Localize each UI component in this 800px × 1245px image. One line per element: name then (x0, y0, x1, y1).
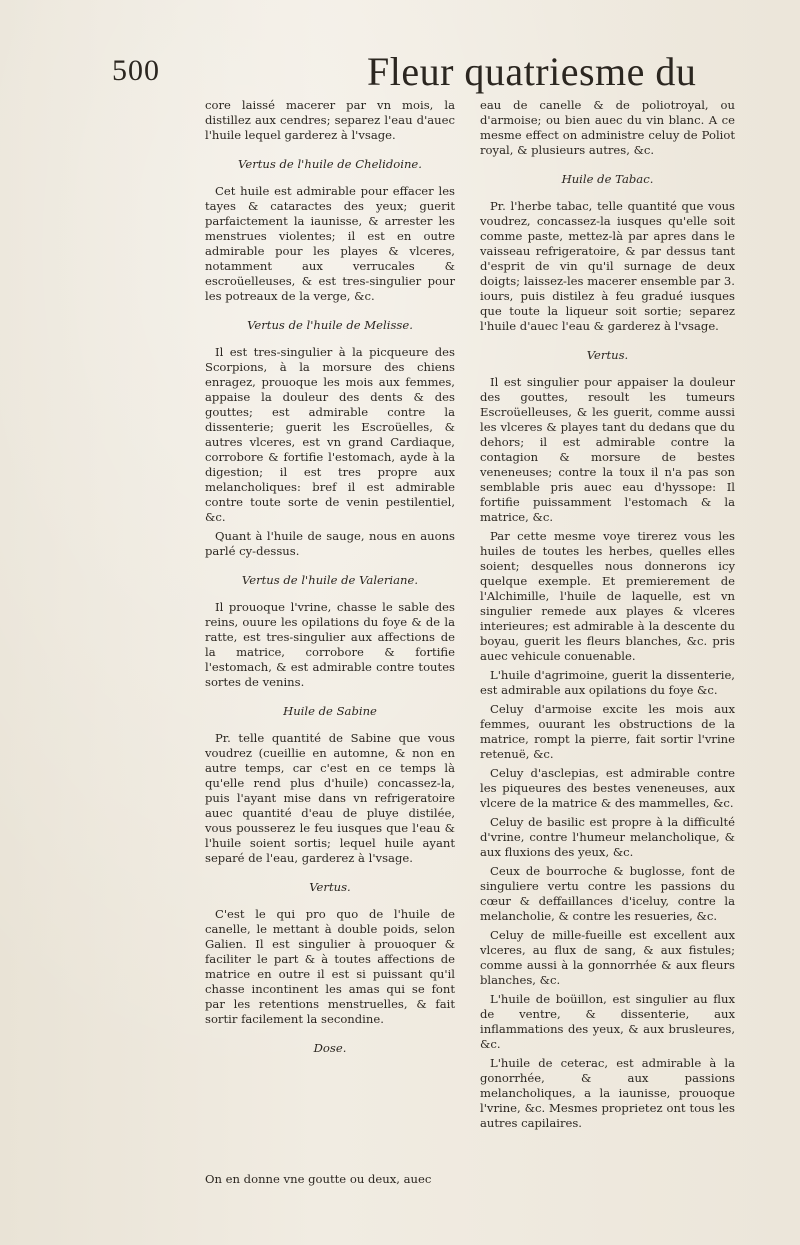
paragraph: Quant à l'huile de sauge, nous en auons parlé cy-dessus. (205, 529, 455, 558)
paragraph: Il prouoque l'vrine, chasse le sable des reins, ouure les opilations du foye & de la ratte, est tres-singulier aux affections de la matrice, corrobore & fortifie l'estomach, & est admirable contre toutes sortes de venins. (205, 600, 455, 689)
section-heading: Vertus. (586, 348, 629, 362)
paragraph: C'est le qui pro quo de l'huile de canelle, le mettant à double poids, selon Galien. Il est singulier à prouoquer & faciliter le part & à toutes affections de matrice en outre il est si puissant qu'il chasse incontinent les amas qui se font par les retentions menstruelles, & fait sortir facilement la secondine. (205, 907, 455, 1026)
paragraph: Par cette mesme voye tirerez vous les huiles de toutes les herbes, quelles elles soient; desquelles nous donnerons icy quelque exemple. Et premierement de l'Alchimille, l'huile de laquelle, est vn singulier remede aux playes & vlceres interieures; est admirable à la descente du boyau, guerit les fleurs blanches, &c. pris auec vehicule conuenable. (480, 529, 735, 663)
page-header (112, 48, 697, 96)
catchline: On en donne vne goutte ou deux, auec (205, 1172, 432, 1186)
section-heading: Vertus de l'huile de Valeriane. (241, 573, 419, 587)
paragraph: Il est tres-singulier à la picqueure des Scorpions, à la morsure des chiens enragez, prouoque les mois aux femmes, appaise la douleur des dents & des gouttes; est admirable contre la dissenterie; guerit les Escroüelles, & autres vlceres, est vn grand Cardiaque, corrobore & fortifie l'estomach, ayde à la digestion; il est tres propre aux melancholiques: bref il est admirable contre toute sorte de venin pestilentiel, &c. (205, 345, 455, 524)
paragraph: L'huile de ceterac, est admirable à la gonorrhée, & aux passions melancholiques, a la iaunisse, prouoque l'vrine, &c. Mesmes proprietez ont tous les autres capilaires. (480, 1056, 735, 1130)
left-column (205, 98, 455, 1068)
section-heading: Vertus de l'huile de Chelidoine. (238, 157, 422, 171)
paragraph: Pr. telle quantité de Sabine que vous voudrez (cueillie en automne, & non en autre temps, car c'est en ce temps là qu'elle rend plus d'huile) concassez-la, puis l'ayant mise dans vn refrigeratoire auec quantité d'eau de pluye distilée, vous pousserez le feu iusques que l'eau & l'huile soient sortis; lequel huile ayant separé de l'eau, garderez à l'vsage. (205, 731, 455, 865)
section-heading: Vertus. (309, 880, 351, 894)
paragraph: eau de canelle & de poliotroyal, ou d'armoise; ou bien auec du vin blanc. A ce mesme effect on administre celuy de Poliot royal, & plusieurs autres, &c. (480, 98, 735, 157)
running-title: Fleur quatriesme du (367, 49, 697, 94)
paragraph: core laissé macerer par vn mois, la distillez aux cendres; separez l'eau d'auec l'huile lequel garderez à l'vsage. (205, 98, 455, 142)
section-heading: Huile de Tabac. (561, 172, 654, 186)
paragraph: L'huile de boüillon, est singulier au flux de ventre, & dissenterie, aux inflammations des yeux, & aux brusleures, &c. (480, 992, 735, 1051)
right-column (480, 98, 735, 1135)
paragraph: L'huile d'agrimoine, guerit la dissenterie, est admirable aux opilations du foye &c. (480, 668, 735, 697)
paragraph: Pr. l'herbe tabac, telle quantité que vous voudrez, concassez-la iusques qu'elle soit comme paste, mettez-là par apres dans le vaisseau refrigeratoire, & par dessus tant d'esprit de vin qu'il surnage de deux doigts; laissez-les macerer ensemble par 3. iours, puis distilez à feu gradué iusques que toute la liqueur soit sortie; separez l'huile d'auec l'eau & garderez à l'vsage. (480, 199, 735, 333)
section-heading: Vertus de l'huile de Melisse. (247, 318, 413, 332)
paragraph: Celuy de basilic est propre à la difficulté d'vrine, contre l'humeur melancholique, & aux fluxions des yeux, &c. (480, 815, 735, 859)
paragraph: Celuy d'armoise excite les mois aux femmes, ouurant les obstructions de la matrice, rompt la pierre, fait sortir l'vrine retenuë, &c. (480, 702, 735, 761)
paragraph: Ceux de bourroche & buglosse, font de singuliere vertu contre les passions du cœur & deffaillances d'iceluy, contre la melancholie, & contre les resueries, &c. (480, 864, 735, 923)
paragraph: Celuy d'asclepias, est admirable contre les piqueures des bestes veneneuses, aux vlcere de la matrice & des mammelles, &c. (480, 766, 735, 810)
page-number: 500 (112, 54, 160, 87)
section-heading: Dose. (313, 1041, 347, 1055)
paragraph: Il est singulier pour appaiser la douleur des gouttes, resoult les tumeurs Escroüelleuses, & les guerit, comme aussi les vlceres & playes tant du dedans que du dehors; il est admirable contre la contagion & morsure de bestes veneneuses; contre la toux il n'a pas son semblable pris auec eau d'hyssope: Il fortifie puissamment l'estomach & la matrice, &c. (480, 375, 735, 524)
paragraph: Cet huile est admirable pour effacer les tayes & cataractes des yeux; guerit parfaictement la iaunisse, & arrester les menstrues violentes; il est en outre admirable pour les playes & vlceres, notamment aux verrucales & escroüelleuses, & est tres-singulier pour les potreaux de la verge, &c. (205, 184, 455, 303)
section-heading: Huile de Sabine (283, 704, 377, 718)
paragraph: Celuy de mille-fueille est excellent aux vlceres, au flux de sang, & aux fistules; comme aussi à la gonnorrhée & aux fleurs blanches, &c. (480, 928, 735, 987)
